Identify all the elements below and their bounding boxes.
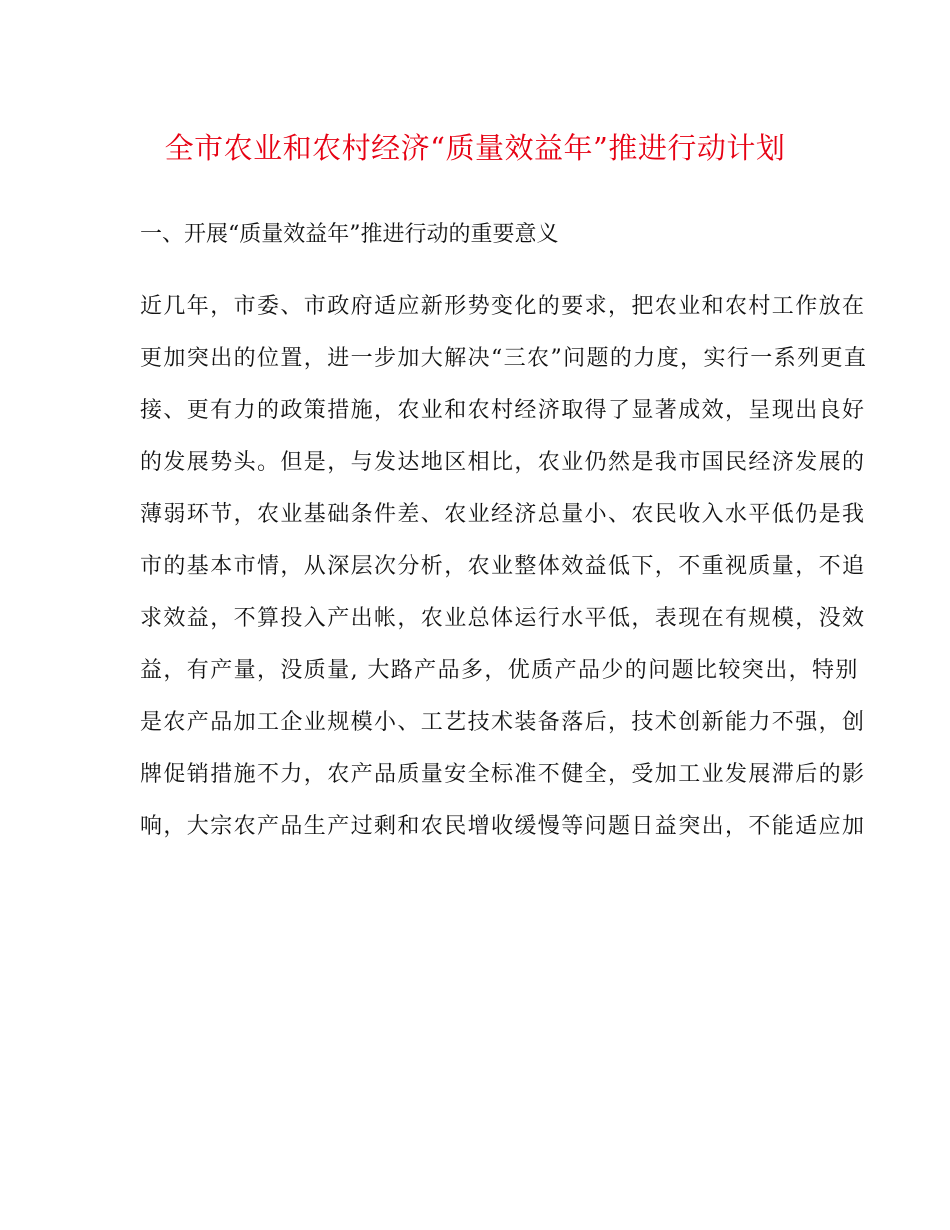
paragraph-line: 牌促销措施不力，农产品质量安全标准不健全，受加工业发展滞后的影: [140, 762, 866, 787]
paragraph-line: 是农产品加工企业规模小、工艺技术装备落后，技术创新能力不强，创: [140, 710, 866, 735]
paragraph-line: 接、更有力的政策措施，农业和农村经济取得了显著成效，呈现出良好: [140, 398, 866, 423]
paragraph-line: 求效益，不算投入产出帐，农业总体运行水平低，表现在有规模，没效: [140, 606, 866, 631]
paragraph-line: 益，有产量，没质量, 大路产品多，优质产品少的问题比较突出，特别: [140, 658, 859, 683]
paragraph-line: 更加突出的位置，进一步加大解决“三农”问题的力度，实行一系列更直: [140, 346, 868, 371]
paragraph-body: [140, 290, 868, 862]
paragraph-line: 的发展势头。但是，与发达地区相比，农业仍然是我市国民经济发展的: [140, 450, 866, 475]
paragraph-line: 薄弱环节，农业基础条件差、农业经济总量小、农民收入水平低仍是我: [140, 502, 866, 527]
paragraph-line: 响，大宗农产品生产过剩和农民增收缓慢等问题日益突出，不能适应加: [140, 814, 866, 839]
paragraph-line: 市的基本市情，从深层次分析，农业整体效益低下，不重视质量，不追: [140, 554, 866, 579]
document-title: 全市农业和农村经济“质量效益年”推进行动计划: [164, 131, 786, 165]
section-heading: 一、开展“质量效益年”推进行动的重要意义: [140, 222, 559, 247]
paragraph-line: 近几年，市委、市政府适应新形势变化的要求，把农业和农村工作放在: [140, 294, 866, 319]
